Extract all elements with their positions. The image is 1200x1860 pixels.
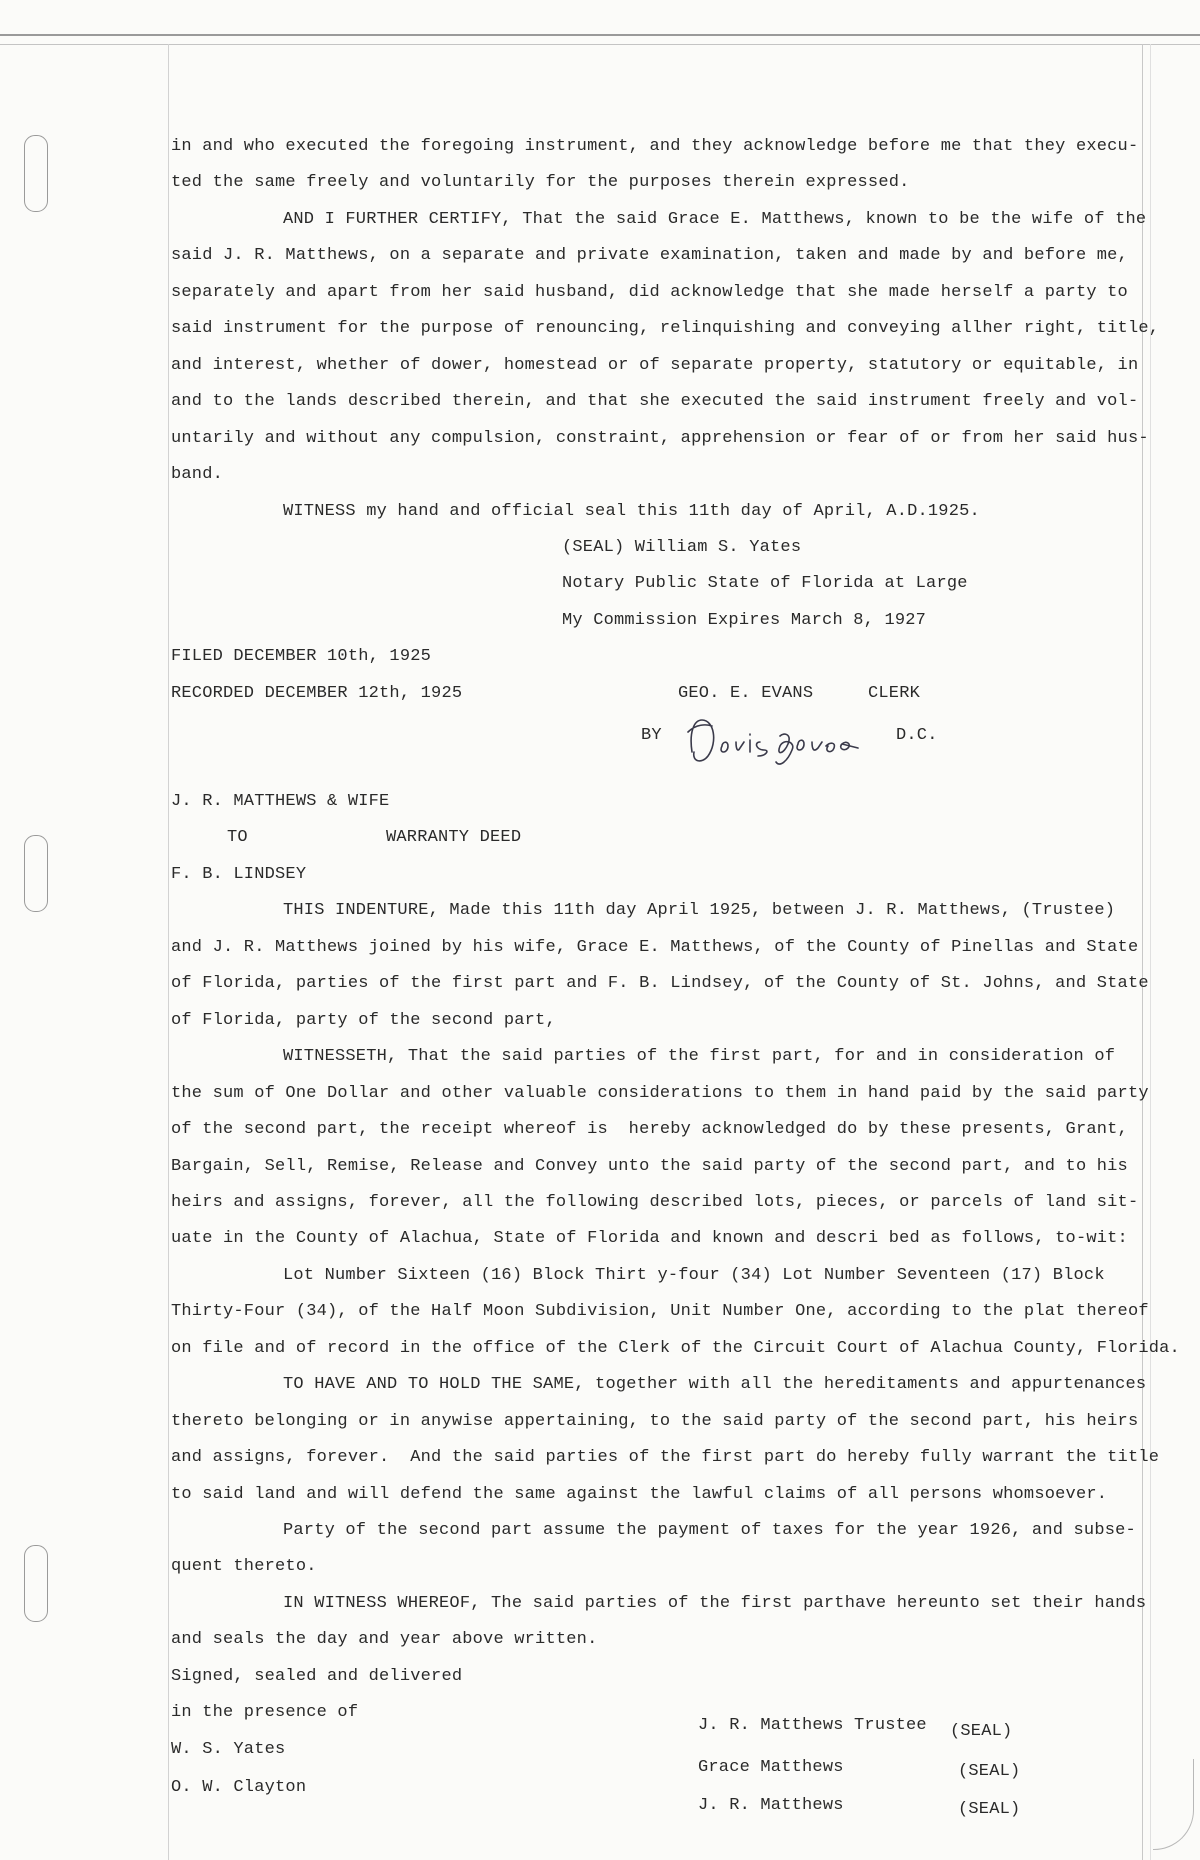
notary-name: (SEAL) William S. Yates [562, 538, 802, 557]
acknowledgment-line: said instrument for the purpose of renouncing, relinquishing and conveying allher right, title, [171, 319, 1160, 338]
acknowledgment-line: AND I FURTHER CERTIFY, That the said Grace E. Matthews, known to be the wife of the [283, 210, 1147, 229]
acknowledgment-line: band. [171, 465, 224, 484]
deed-line: Party of the second part assume the payment of taxes for the year 1926, and subse- [283, 1521, 1136, 1540]
to-heading: TO [227, 828, 248, 847]
deed-line: and J. R. Matthews joined by his wife, Grace E. Matthews, of the County of Pinellas and State [171, 938, 1139, 957]
deed-line: the sum of One Dollar and other valuable considerations to them in hand paid by the said party [171, 1084, 1149, 1103]
deed-line: of Florida, party of the second part, [171, 1011, 556, 1030]
signer-name: J. R. Matthews Trustee [698, 1716, 927, 1735]
deed-line: and seals the day and year above written. [171, 1630, 598, 1649]
clerk-name: GEO. E. EVANS [678, 684, 814, 703]
seal-label: (SEAL) [950, 1722, 1013, 1741]
by-label: BY [641, 726, 662, 745]
witness-caption: Signed, sealed and delivered [171, 1667, 463, 1686]
signer-name: Grace Matthews [698, 1758, 844, 1777]
right-margin-line [1142, 44, 1143, 1860]
deed-type-heading: WARRANTY DEED [386, 828, 522, 847]
acknowledgment-line: ted the same freely and voluntarily for the purposes therein expressed. [171, 173, 910, 192]
signer-name: J. R. Matthews [698, 1796, 844, 1815]
binder-punch-hole [24, 1545, 48, 1622]
deed-line: Bargain, Sell, Remise, Release and Convey unto the said party of the second part, and to his [171, 1157, 1128, 1176]
page-corner-curl [1153, 1759, 1194, 1850]
acknowledgment-line: separately and apart from her said husband, did acknowledge that she made herself a party to [171, 283, 1128, 302]
left-margin-line [168, 44, 169, 1860]
clerk-title: CLERK [868, 684, 921, 703]
deed-line: to said land and will defend the same against the lawful claims of all persons whomsoever. [171, 1485, 1108, 1504]
deed-line: WITNESSETH, That the said parties of the first part, for and in consideration of [283, 1047, 1116, 1066]
grantor-heading: J. R. MATTHEWS & WIFE [171, 792, 390, 811]
deed-line: heirs and assigns, forever, all the following described lots, pieces, or parcels of land sit- [171, 1193, 1139, 1212]
recorded-date: RECORDED DECEMBER 12th, 1925 [171, 684, 463, 703]
grantee-heading: F. B. LINDSEY [171, 865, 307, 884]
legal-description-line: Thirty-Four (34), of the Half Moon Subdivision, Unit Number One, according to the plat thereof [171, 1302, 1149, 1321]
binder-punch-hole [24, 835, 48, 912]
deed-line: of Florida, parties of the first part and F. B. Lindsey, of the County of St. Johns, and State [171, 974, 1149, 993]
witness-name: O. W. Clayton [171, 1778, 307, 1797]
notary-title: Notary Public State of Florida at Large [562, 574, 968, 593]
page-top-rule [0, 34, 1200, 45]
deed-line: of the second part, the receipt whereof is hereby acknowledged do by these presents, Grant, [171, 1120, 1128, 1139]
acknowledgment-line: in and who executed the foregoing instrument, and they acknowledge before me that they execu- [171, 137, 1139, 156]
notary-commission: My Commission Expires March 8, 1927 [562, 611, 927, 630]
binder-punch-hole [24, 135, 48, 212]
deed-line: thereto belonging or in anywise appertaining, to the said party of the second part, his heirs [171, 1412, 1139, 1431]
deed-line: uate in the County of Alachua, State of Florida and known and descri bed as follows, to-wit: [171, 1229, 1128, 1248]
seal-label: (SEAL) [958, 1800, 1021, 1819]
filed-date: FILED DECEMBER 10th, 1925 [171, 647, 432, 666]
deed-line: quent thereto. [171, 1557, 317, 1576]
deed-line: TO HAVE AND TO HOLD THE SAME, together with all the hereditaments and appurtenances [283, 1375, 1147, 1394]
deed-line: IN WITNESS WHEREOF, The said parties of the first parthave hereunto set their hands [283, 1594, 1147, 1613]
witness-name: W. S. Yates [171, 1740, 286, 1759]
acknowledgment-line: and interest, whether of dower, homestead or of separate property, statutory or equitable, in [171, 356, 1139, 375]
legal-description-line: on file and of record in the office of the Clerk of the Circuit Court of Alachua County, Florida. [171, 1339, 1180, 1358]
witness-caption: in the presence of [171, 1703, 359, 1722]
deputy-clerk-label: D.C. [896, 726, 938, 745]
witness-line: WITNESS my hand and official seal this 11th day of April, A.D.1925. [283, 502, 980, 521]
right-margin-line-outer [1150, 44, 1151, 1860]
acknowledgment-line: and to the lands described therein, and that she executed the said instrument freely and vol- [171, 392, 1139, 411]
legal-description-line: Lot Number Sixteen (16) Block Thirt y-four (34) Lot Number Seventeen (17) Block [283, 1266, 1105, 1285]
deed-line: THIS INDENTURE, Made this 11th day April 1925, between J. R. Matthews, (Trustee) [283, 901, 1116, 920]
deed-line: and assigns, forever. And the said parties of the first part do hereby fully warrant the title [171, 1448, 1160, 1467]
seal-label: (SEAL) [958, 1762, 1021, 1781]
acknowledgment-line: untarily and without any compulsion, constraint, apprehension or fear of or from her said hus- [171, 429, 1149, 448]
clerk-signature [684, 712, 884, 782]
acknowledgment-line: said J. R. Matthews, on a separate and private examination, taken and made by and before me, [171, 246, 1128, 265]
